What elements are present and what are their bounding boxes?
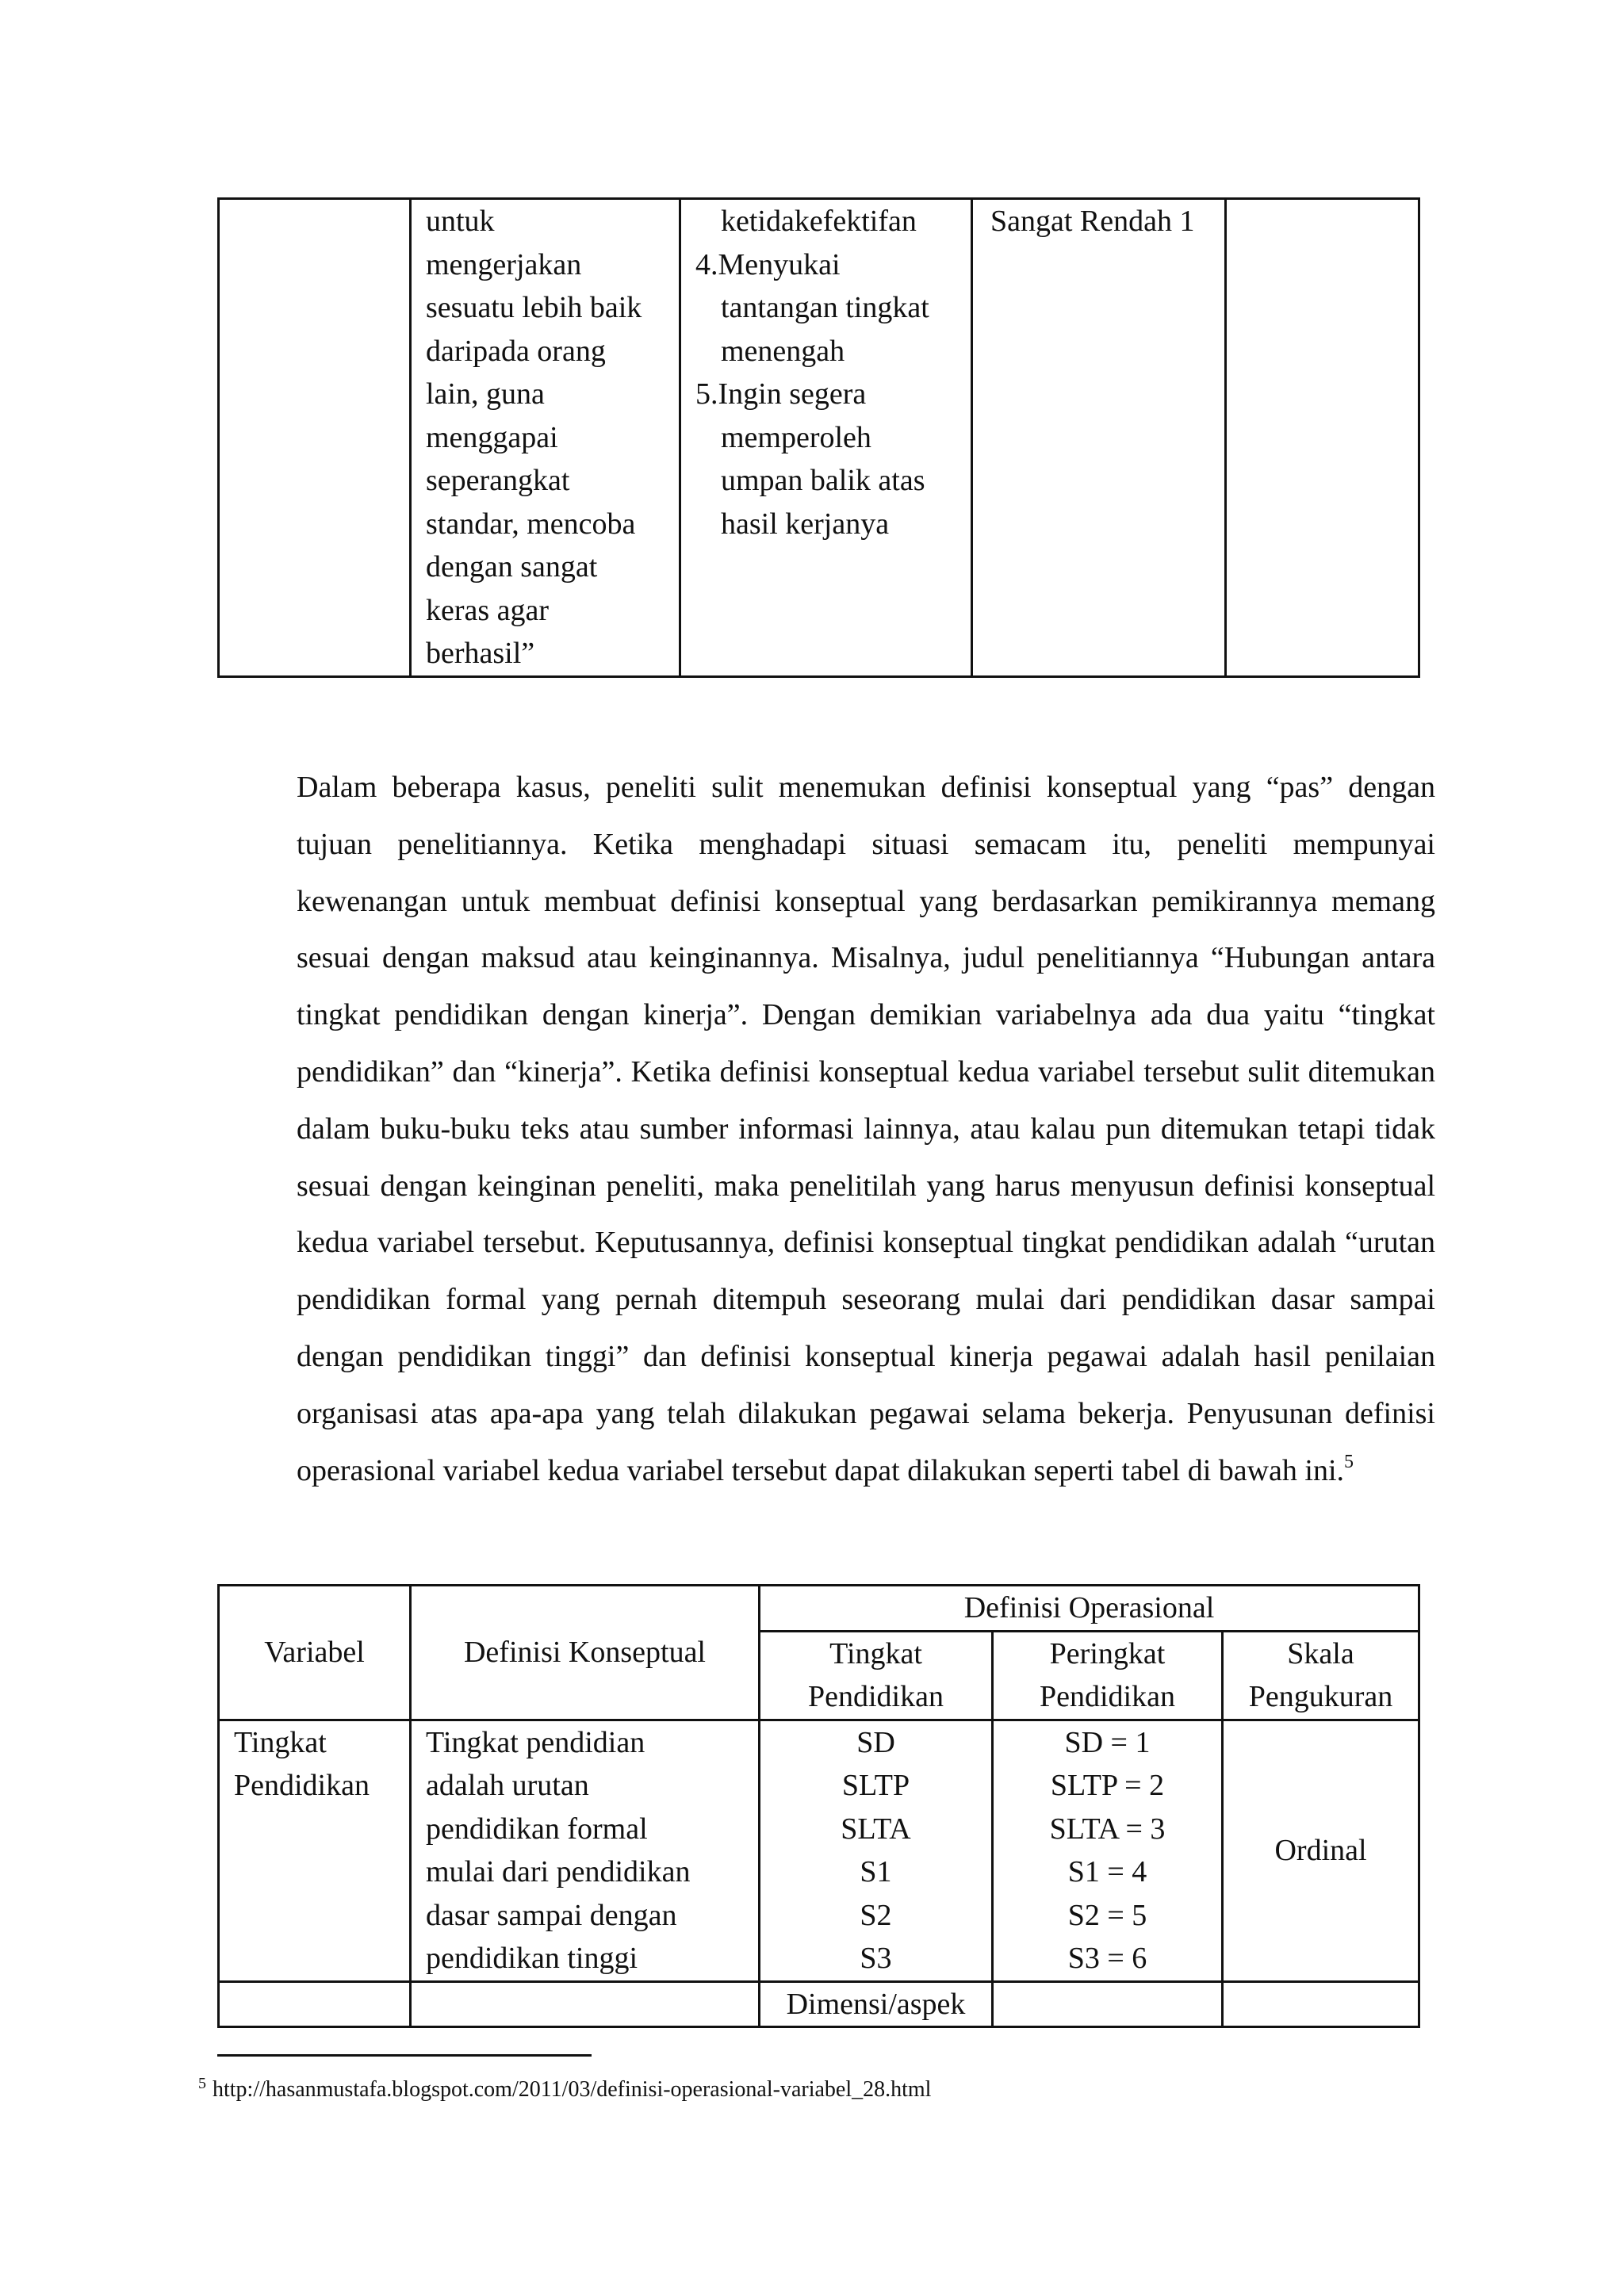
header-peringkat-pendidikan: Peringkat Pendidikan xyxy=(993,1631,1223,1720)
indicator-line: tantangan tingkat xyxy=(721,291,929,324)
peringkat-value: S3 = 6 xyxy=(1067,1942,1147,1975)
footnote-number: 5 xyxy=(198,2075,206,2092)
konseptual-line: Tingkat pendidian xyxy=(426,1725,645,1759)
indicator-line: ketidakefektifan xyxy=(721,205,917,238)
konseptual-line: dasar sampai dengan xyxy=(426,1898,677,1932)
table-cell-scale xyxy=(972,199,1226,677)
header-skala-pengukuran: Skala Pengukuran xyxy=(1223,1631,1419,1720)
table-row xyxy=(219,199,1419,677)
definition-line: daripada orang xyxy=(426,334,606,368)
definition-lines xyxy=(426,200,665,675)
scale-text: Sangat Rendah 1 xyxy=(990,205,1195,238)
table-cell-indicators xyxy=(680,199,972,677)
table-cell-variable xyxy=(219,199,411,677)
table-row xyxy=(219,1720,1419,1981)
table-cell-definition xyxy=(411,199,680,677)
table-row xyxy=(219,1981,1419,2027)
definition-line: standar, mencoba xyxy=(426,507,636,541)
cell-peringkat xyxy=(993,1720,1223,1981)
peringkat-value: S1 = 4 xyxy=(1067,1855,1147,1888)
cell-empty xyxy=(1223,1981,1419,2027)
peringkat-value: S2 = 5 xyxy=(1067,1898,1147,1932)
definition-line: keras agar xyxy=(426,593,550,627)
table-header-row xyxy=(219,1586,1419,1632)
definition-line: dengan sangat xyxy=(426,550,598,584)
paragraph-text: Dalam beberapa kasus, peneliti sulit menemukan definisi konseptual yang “pas” dengan tujuan penelitiannya. Ketika menghadapi situasi semacam itu, peneliti mempunyai kewenangan untuk membuat definisi konseptual yang berdasarkan pemikirannya memang sesuai dengan maksud atau keinginannya. Misalnya, judul penelitiannya “Hubungan antara tingkat pendidikan dengan kinerja”. Dengan demikian variabelnya ada dua yaitu “tingkat pendidikan” dan “kinerja”. Ketika definisi konseptual kedua variabel tersebut sulit ditemukan dalam buku-buku teks atau sumber informasi lainnya, atau kalau pun ditemukan tetapi tidak sesuai dengan keinginan peneliti, maka penelitilah yang harus menyusun definisi konseptual kedua variabel tersebut. Keputusannya, definisi konseptual tingkat pendidikan adalah “urutan pendidikan formal yang pernah ditempuh seseorang mulai dari pendidikan dasar sampai dengan pendidikan tinggi” dan definisi konseptual kinerja pegawai adalah hasil penilaian organisasi atas apa-apa yang telah dilakukan pegawai selama bekerja. Penyusunan definisi operasional variabel kedua variabel tersebut dapat dilakukan seperti tabel di bawah ini. xyxy=(297,771,1435,1487)
cell-variabel xyxy=(219,1720,411,1981)
definition-line: untuk xyxy=(426,205,495,238)
tingkat-value: S3 xyxy=(860,1942,892,1975)
indicator-list xyxy=(695,200,956,545)
indicator-table-continuation xyxy=(217,197,1420,678)
konseptual-line: pendidikan tinggi xyxy=(426,1942,638,1975)
footnote-separator xyxy=(217,2054,592,2057)
footnote xyxy=(198,2076,931,2104)
header-definisi-operasional: Definisi Operasional xyxy=(760,1586,1419,1632)
operational-definition-table xyxy=(217,1584,1420,2028)
cell-konseptual xyxy=(411,1720,760,1981)
body-paragraph xyxy=(297,760,1435,1499)
header-variabel: Variabel xyxy=(219,1586,411,1720)
header-tingkat-pendidikan: Tingkat Pendidikan xyxy=(760,1631,993,1720)
cell-skala: Ordinal xyxy=(1223,1720,1419,1981)
definition-line: lain, guna xyxy=(426,377,545,411)
footnote-reference: 5 xyxy=(1344,1451,1354,1472)
cell-empty xyxy=(411,1981,760,2027)
konseptual-line: pendidikan formal xyxy=(426,1812,648,1846)
cell-empty xyxy=(993,1981,1223,2027)
header-definisi-konseptual: Definisi Konseptual xyxy=(411,1586,760,1720)
tingkat-value: S1 xyxy=(860,1855,892,1888)
definition-line: menggapai xyxy=(426,420,558,454)
peringkat-value: SLTP = 2 xyxy=(1050,1769,1165,1802)
konseptual-line: adalah urutan xyxy=(426,1769,589,1802)
tingkat-value: SD xyxy=(856,1725,895,1759)
tingkat-value: SLTA xyxy=(841,1812,911,1846)
definition-line: sesuatu lebih baik xyxy=(426,291,642,324)
footnote-link[interactable]: http://hasanmustafa.blogspot.com/2011/03/definisi-operasional-variabel_28.html xyxy=(213,2077,932,2102)
tingkat-value: S2 xyxy=(860,1898,892,1932)
tingkat-value: SLTP xyxy=(841,1769,910,1802)
indicator-line: hasil kerjanya xyxy=(721,507,890,541)
variabel-line: Pendidikan xyxy=(234,1769,370,1802)
table-cell-empty xyxy=(1226,199,1419,677)
indicator-line: umpan balik atas xyxy=(721,464,925,497)
cell-dimensi: Dimensi/aspek xyxy=(760,1981,993,2027)
konseptual-line: mulai dari pendidikan xyxy=(426,1855,691,1888)
definition-line: seperangkat xyxy=(426,464,570,497)
indicator-line: memperoleh xyxy=(721,420,871,454)
peringkat-value: SLTA = 3 xyxy=(1049,1812,1166,1846)
indicator-line: 4.Menyukai xyxy=(695,247,841,281)
peringkat-value: SD = 1 xyxy=(1064,1725,1151,1759)
indicator-line: menengah xyxy=(721,334,845,368)
indicator-line: 5.Ingin segera xyxy=(695,377,867,411)
cell-empty xyxy=(219,1981,411,2027)
variabel-line: Tingkat xyxy=(234,1725,327,1759)
definition-line: mengerjakan xyxy=(426,247,582,281)
cell-tingkat xyxy=(760,1720,993,1981)
definition-line: berhasil” xyxy=(426,637,535,670)
